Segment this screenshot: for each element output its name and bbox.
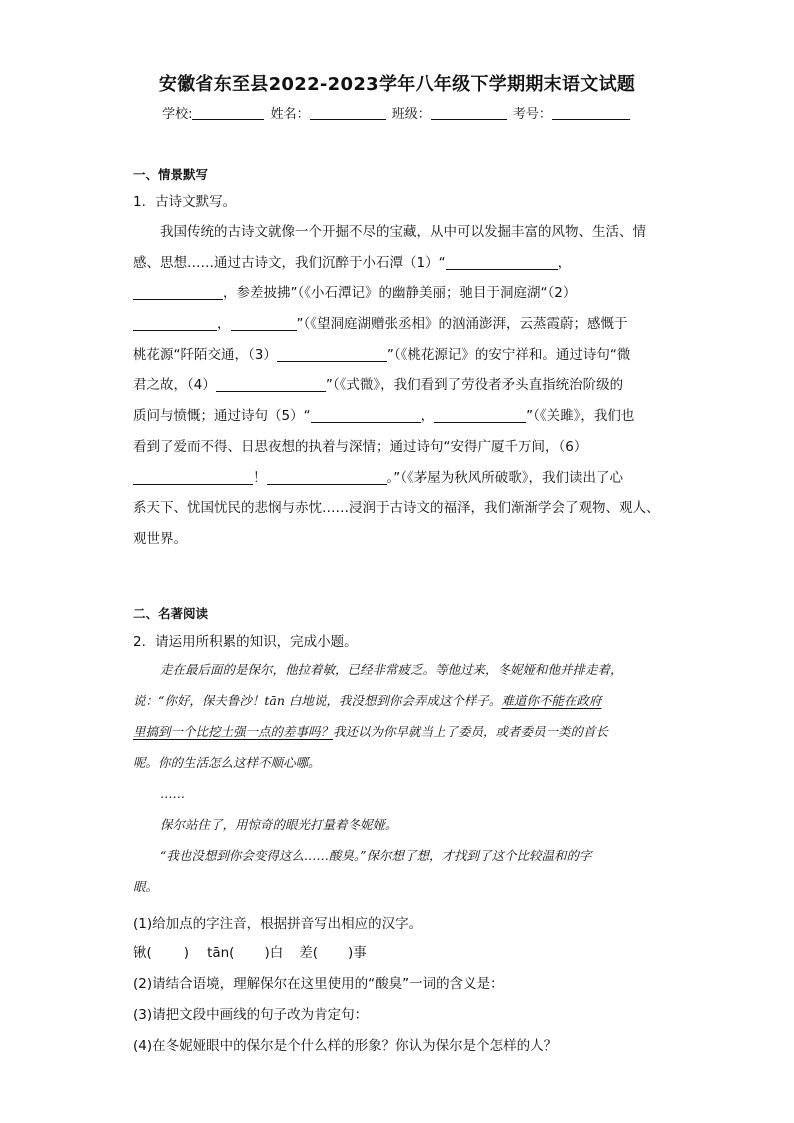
passage-line: ， ”（《望洞庭湖赠张丞相》的汹涌澎湃，云蒸霞蔚；感慨于 [133, 309, 661, 340]
excerpt-line: 呢。你的生活怎么这样不顺心哪。 [133, 755, 321, 770]
class-label: 班级： [391, 107, 431, 122]
answer-blank-6b[interactable] [267, 469, 387, 485]
name-blank[interactable] [310, 105, 386, 120]
pinyin-row: 锹( ) tān( )白 差( )事 [133, 945, 367, 961]
class-blank[interactable] [431, 105, 507, 120]
answer-blank-6a[interactable] [133, 469, 253, 485]
novel-excerpt [133, 654, 661, 902]
passage-line: 君之故，（4） ”（《式微》，我们看到了劳役者矛头直指统治阶级的 [133, 377, 624, 394]
answer-blank-3[interactable] [277, 346, 387, 362]
answer-blank-2a[interactable] [133, 315, 217, 331]
passage-line: 质问与愤慨；通过诗句（5）“ ， ”（《关雎》，我们也 [133, 408, 635, 425]
section-heading-2: 二、名著阅读 [133, 606, 209, 621]
passage-line: 桃花源“阡陌交通，（3） ”（《桃花源记》的安宁祥和。通过诗句“微 [133, 346, 631, 363]
answer-blank-2b[interactable] [231, 315, 297, 331]
excerpt-line: 走在最后面的是保尔，他拉着敏，已经非常疲乏。等他过来，冬妮娅和他并排走着， [160, 662, 623, 677]
excerpt-line: 眼。 [133, 879, 159, 894]
underlined-sentence: 里搞到一个比挖土强一点的差事吗？ [133, 724, 334, 739]
answer-blank-5a[interactable] [311, 407, 421, 423]
question-1-stem: 1．古诗文默写。 [133, 194, 237, 210]
excerpt-line: 说：“你好，保夫鲁沙！tān 白地说，我没想到你会弄成这个样子。难道你不能在政府 [133, 693, 602, 708]
excerpt-line: 里搞到一个比挖土强一点的差事吗？我还以为你早就当上了委员，或者委员一类的首长 [133, 724, 609, 739]
question-1-passage [133, 217, 661, 555]
school-label: 学校: [162, 107, 193, 122]
section-heading-1: 一、情景默写 [133, 167, 209, 182]
sub-question-3: (3)请把文段中画线的句子改为肯定句： [133, 1007, 369, 1023]
answer-blank-5b[interactable] [434, 407, 526, 423]
school-blank[interactable] [192, 105, 264, 120]
excerpt-line: 保尔站住了，用惊奇的眼光打量着冬妮娅。 [160, 817, 398, 832]
answer-blank-1a[interactable] [446, 254, 558, 270]
excerpt-ellipsis: …… [160, 786, 185, 801]
passage-line: 感、思想……通过古诗文，我们沉醉于小石潭（1）“ ， [133, 254, 572, 271]
question-2-stem: 2．请运用所积累的知识，完成小题。 [133, 634, 358, 650]
passage-line: ，参差披拂”（《小石潭记》的幽静美丽；驰目于洞庭湖“（2） [133, 278, 661, 309]
underlined-sentence: 难道你不能在政府 [501, 693, 602, 708]
answer-blank-4[interactable] [216, 376, 326, 392]
passage-line: 我国传统的古诗文就像一个开掘不尽的宝藏，从中可以发掘丰富的风物、生活、情 [160, 224, 646, 240]
passage-line: 观世界。 [133, 530, 187, 547]
exam-title: 安徽省东至县2022-2023学年八年级下学期期末语文试题 [158, 74, 636, 95]
sub-question-4: (4)在冬妮娅眼中的保尔是个什么样的形象？你认为保尔是个怎样的人？ [133, 1038, 558, 1054]
passage-line: ！ 。”（《茅屋为秋风所破歌》，我们读出了心 [133, 463, 661, 494]
answer-blank-1b[interactable] [133, 284, 223, 300]
excerpt-line: “我也没想到你会变得这么……酸臭。”保尔想了想，才找到了这个比较温和的字 [160, 848, 592, 863]
sub-question-1: (1)给加点的字注音，根据拼音写出相应的汉字。 [133, 916, 423, 932]
passage-line: 看到了爱而不得、日思夜想的执着与深情；通过诗句“安得广厦千万间，（6） [133, 438, 588, 455]
sub-question-2: (2)请结合语境，理解保尔在这里使用的“酸臭”一词的含义是： [133, 976, 504, 992]
exam-number-blank[interactable] [552, 105, 630, 120]
passage-line: 系天下、忧国忧民的悲悯与赤忱……浸润于古诗文的福泽，我们渐渐学会了观物、观人、 [133, 500, 660, 517]
student-info-line [0, 103, 794, 122]
exam-number-label: 考号： [512, 107, 552, 122]
name-label: 姓名： [270, 107, 310, 122]
